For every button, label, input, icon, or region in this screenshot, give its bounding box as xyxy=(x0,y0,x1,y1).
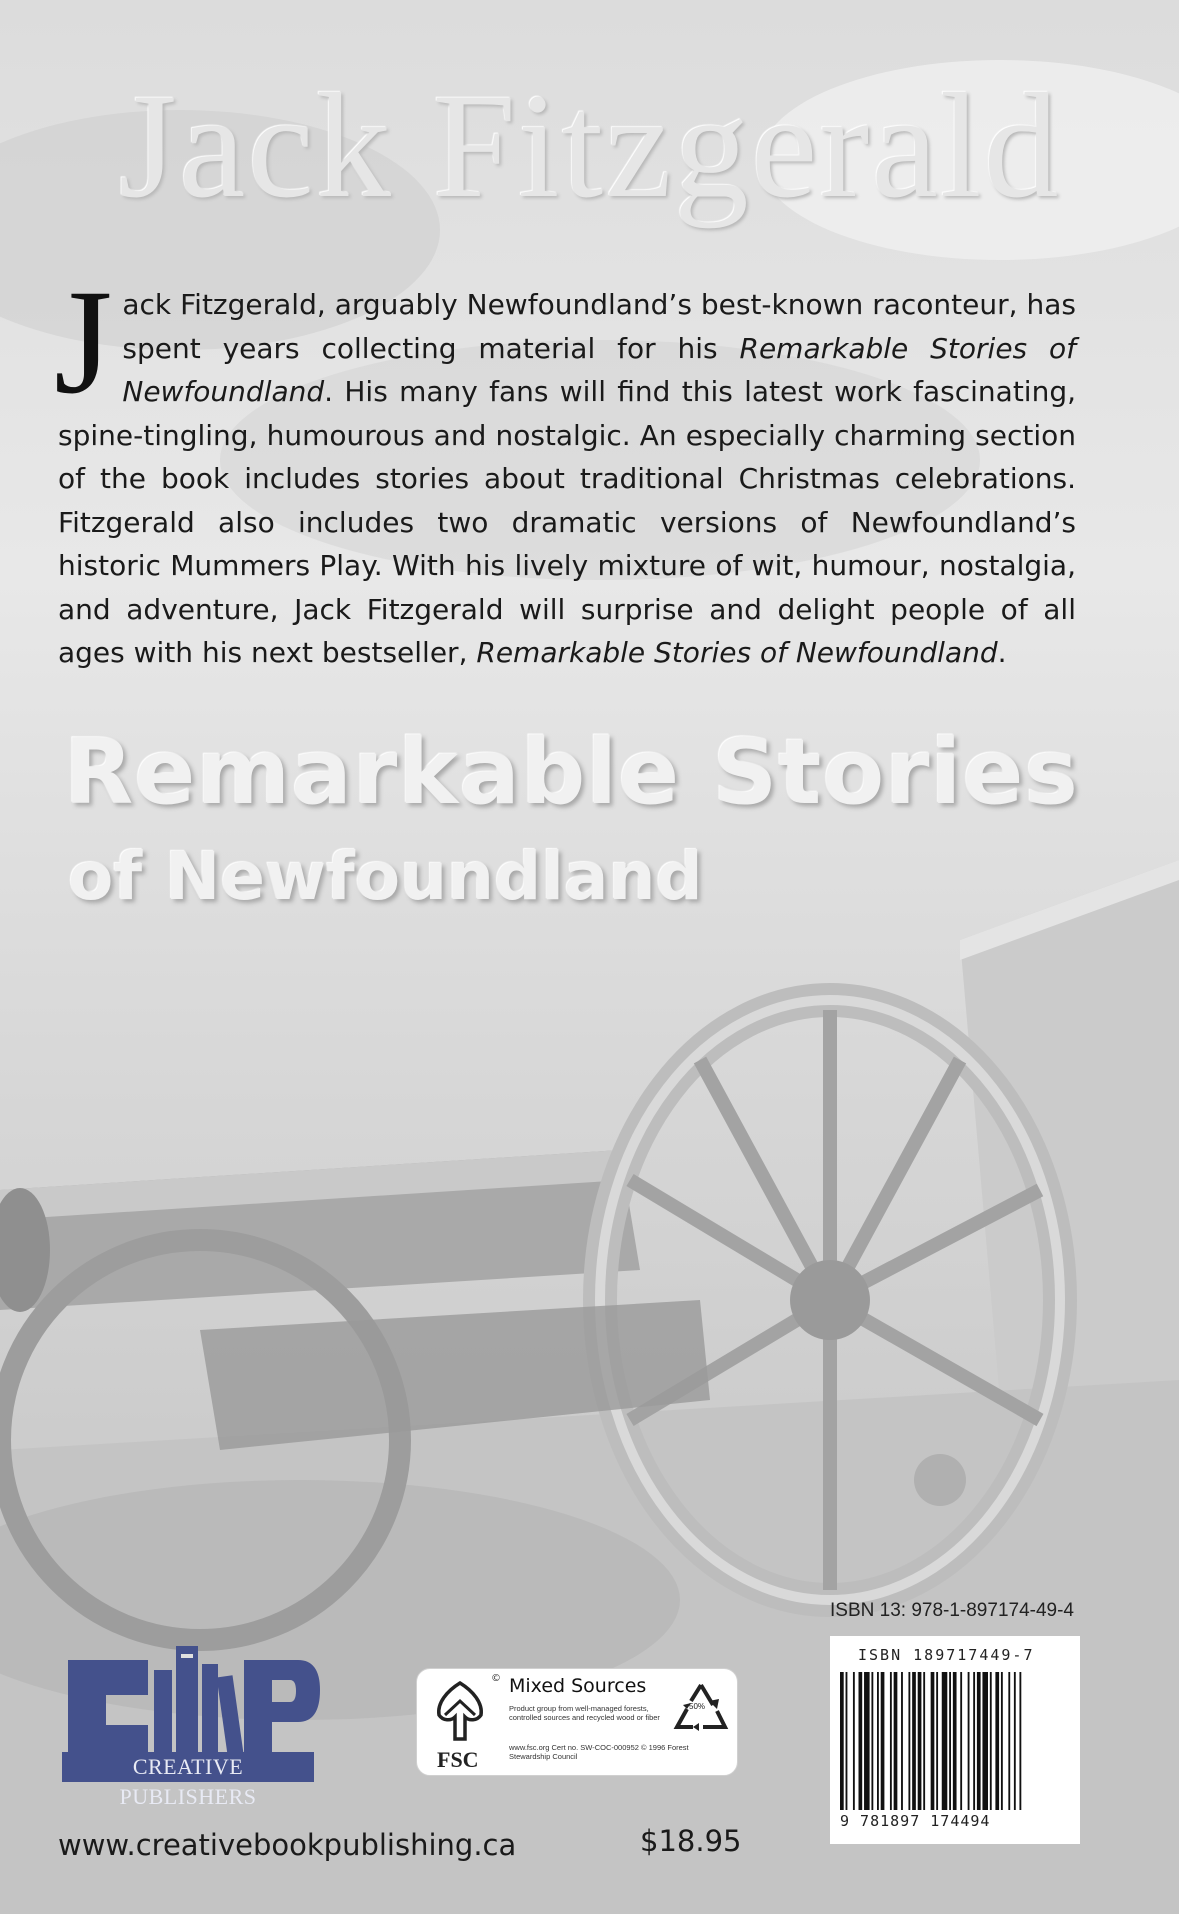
ean-digits: 9 781897 174494 xyxy=(840,1812,991,1830)
fsc-cert-info: www.fsc.org Cert no. SW-COC-000952 © 1996 Forest Stewardship Council xyxy=(509,1743,689,1761)
barcode-panel xyxy=(830,1636,1080,1844)
fsc-certification-badge xyxy=(416,1668,738,1776)
fsc-description: Product group from well-managed forests, controlled sources and recycled wood or fiber xyxy=(509,1704,660,1722)
book-subtitle-watermark: of Newfoundland xyxy=(68,838,703,915)
fsc-heading: Mixed Sources xyxy=(509,1675,647,1697)
publisher-name: CREATIVE PUBLISHERS xyxy=(62,1752,314,1782)
isbn-13: ISBN 13: 978-1-897174-49-4 xyxy=(830,1600,1074,1621)
blurb-text-2: . His many fans will find this latest work fascinating, spine-tingling, humourous and nostalgic. An especially charming section of the book includes stories about traditional Christmas celebrations. Fitzgerald also includes two dramatic versions of Newfoundland’s historic Mummers Play. With his lively mixture of wit, humour, nostalgia, and adventure, Jack Fitzgerald will surprise and delight people of all ages with his next bestseller, xyxy=(58,375,1076,669)
fsc-registered-mark: © xyxy=(491,1673,501,1684)
blurb-text-1: ack Fitzgerald, arguably Newfoundland’s best-known raconteur, has spent years collecting material for his xyxy=(122,288,1076,365)
blurb-book-title-2: Remarkable Stories of Newfoundland xyxy=(476,636,998,669)
recycled-percent: 50% xyxy=(689,1702,706,1711)
price: $18.95 xyxy=(640,1824,742,1858)
author-name-heading: Jack Fitzgerald xyxy=(118,63,1061,229)
drop-cap: J xyxy=(54,259,113,425)
publisher-website: www.creativebookpublishing.ca xyxy=(58,1828,517,1862)
blurb-book-title-1: Remarkable Stories of Newfoundland xyxy=(122,331,1076,408)
barcode-icon xyxy=(840,1672,1072,1810)
back-cover-blurb xyxy=(54,259,1076,675)
isbn-10: ISBN 189717449-7 xyxy=(858,1646,1035,1664)
fsc-tree-icon xyxy=(425,1677,495,1747)
book-title-watermark: Remarkable Stories xyxy=(64,720,1079,825)
fsc-label: FSC xyxy=(437,1747,479,1772)
blurb-text-3: . xyxy=(997,636,1007,669)
